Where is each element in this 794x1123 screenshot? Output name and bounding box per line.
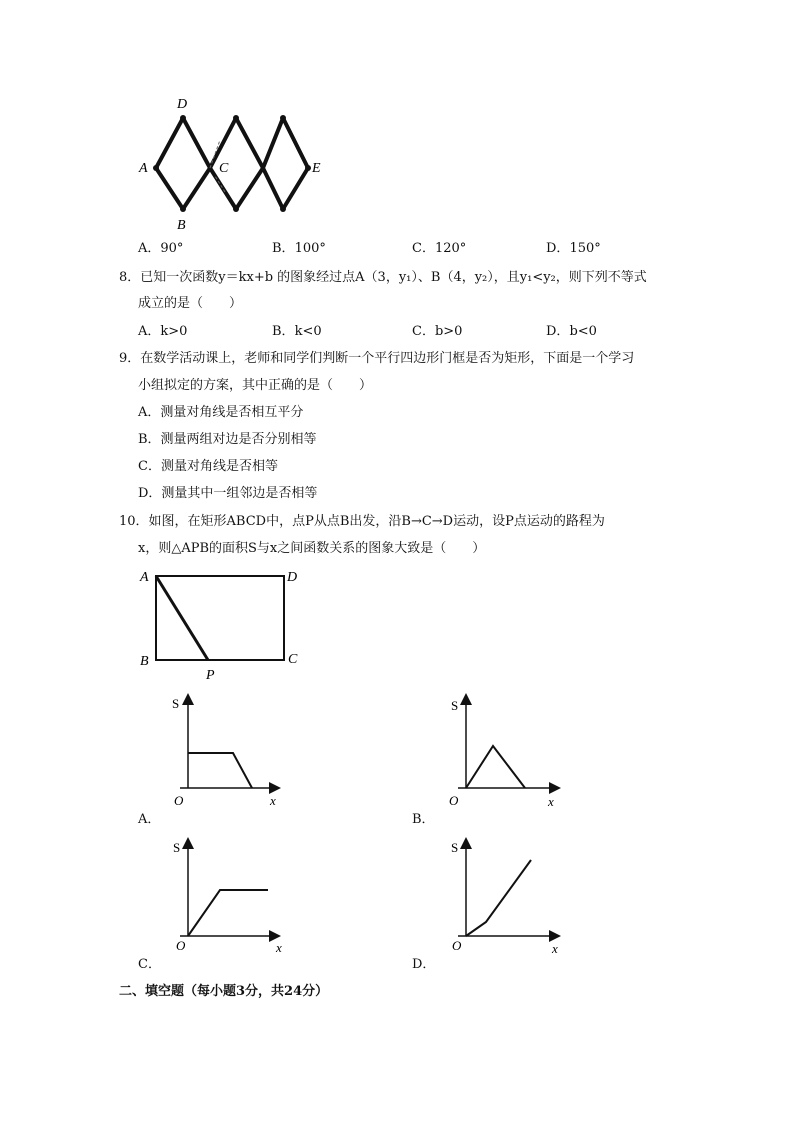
q9-option-c[interactable]: C．测量对角线是否相等 — [138, 459, 278, 474]
label-d: D — [287, 570, 298, 585]
rectangle-abcd-figure — [136, 565, 316, 685]
q10-stem-line1: 10．如图，在矩形ABCD中，点P从点B出发，沿B→C→D运动，设P点运动的路程为 — [119, 514, 605, 529]
q9-stem-line1: 9．在数学活动课上，老师和同学们判断一个平行四边形门框是否为矩形，下面是一个学习 — [119, 351, 635, 366]
option-text: k<0 — [294, 324, 322, 339]
graph-a[interactable] — [160, 688, 285, 813]
option-letter: A． — [138, 324, 161, 339]
origin-o: O — [452, 938, 462, 953]
label-d: D — [177, 97, 188, 112]
rhombus-chain-figure — [135, 92, 335, 232]
axis-x: x — [548, 794, 554, 809]
origin-o: O — [176, 938, 186, 953]
q9-option-b[interactable]: B．测量两组对边是否分别相等 — [138, 432, 317, 447]
option-letter: B． — [272, 324, 295, 339]
q7-option-a[interactable] — [138, 241, 183, 257]
q8-option-a[interactable] — [138, 324, 187, 340]
origin-o: O — [174, 793, 184, 808]
axis-s: S — [173, 840, 181, 855]
q9-option-a[interactable]: A．测量对角线是否相互平分 — [138, 405, 304, 420]
option-letter: D． — [546, 324, 570, 339]
q8-stem-line2: 成立的是（ ） — [138, 296, 243, 311]
label-a: A — [140, 570, 149, 585]
option-letter: B． — [272, 241, 295, 256]
label-p: P — [206, 668, 215, 683]
graph-d-label[interactable]: D． — [412, 957, 436, 972]
label-a: A — [139, 161, 148, 176]
q9-option-d[interactable]: D．测量其中一组邻边是否相等 — [138, 486, 318, 501]
graph-b[interactable] — [440, 688, 565, 813]
q8-option-b[interactable] — [272, 324, 322, 340]
graph-d[interactable] — [440, 832, 565, 957]
q10-stem-line2: x，则△APB的面积S与x之间函数关系的图象大致是（ ） — [138, 541, 486, 556]
axis-s: S — [172, 696, 180, 711]
axis-s: S — [451, 698, 459, 713]
graph-b-label[interactable]: B． — [412, 812, 435, 827]
option-letter: D． — [546, 241, 570, 256]
graph-c-label[interactable]: C． — [138, 957, 161, 972]
option-text: 120° — [434, 241, 467, 256]
label-c: C — [219, 161, 229, 176]
axis-x: x — [276, 940, 282, 955]
origin-o: O — [449, 793, 459, 808]
section-2-heading: 二、填空题（每小题3分，共24分） — [119, 984, 329, 999]
label-c: C — [288, 652, 298, 667]
graph-c[interactable] — [160, 832, 285, 957]
option-text: 100° — [294, 241, 326, 256]
axis-s: S — [451, 840, 459, 855]
option-text: b<0 — [569, 324, 597, 339]
label-b: B — [177, 218, 186, 232]
q7-option-c[interactable] — [412, 241, 466, 257]
q9-stem-line2: 小组拟定的方案，其中正确的是（ ） — [138, 378, 373, 393]
option-letter: C． — [412, 241, 435, 256]
option-letter: A． — [138, 241, 161, 256]
axis-x: x — [552, 941, 558, 956]
label-b: B — [140, 654, 149, 669]
axis-x: x — [270, 793, 276, 808]
option-text: 90° — [160, 241, 184, 256]
q7-option-b[interactable] — [272, 241, 326, 257]
label-e: E — [312, 161, 321, 176]
q8-option-c[interactable] — [412, 324, 462, 340]
graph-a-label[interactable]: A． — [138, 812, 161, 827]
option-text: b>0 — [434, 324, 463, 339]
option-text: k>0 — [160, 324, 188, 339]
q8-option-d[interactable] — [546, 324, 597, 340]
q8-stem-line1: 8．已知一次函数y＝kx+b 的图象经过点A（3，y₁）、B（4，y₂），且y₁<y₂，则下列不等式 — [119, 270, 647, 285]
option-text: 150° — [569, 241, 601, 256]
option-letter: C． — [412, 324, 435, 339]
q7-option-d[interactable] — [546, 241, 601, 257]
